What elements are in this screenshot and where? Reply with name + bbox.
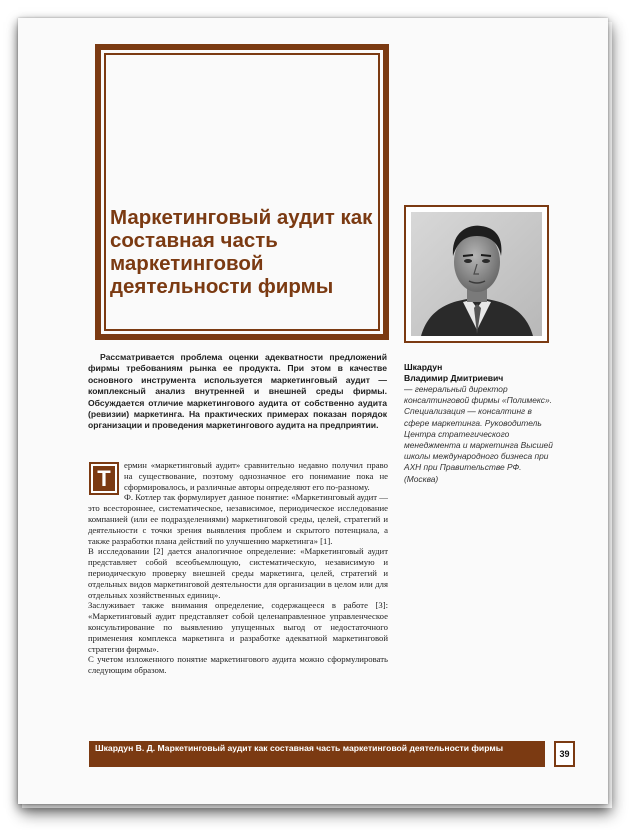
running-title: Шкардун В. Д. Маркетинговый аудит как составная часть маркетинговой деятельности фирмы (95, 743, 504, 753)
article-body (88, 460, 388, 676)
drop-cap-spacer (88, 460, 124, 494)
body-paragraph: С учетом изложенного понятие маркетингового аудита можно сформулировать следующим образом. (88, 654, 388, 676)
author-name (404, 362, 554, 384)
drop-cap-letter: Т (93, 466, 115, 491)
body-paragraph: Ф. Котлер так формулирует данное понятие: «Маркетинговый аудит — это всестороннее, систематическое, независимое, периодическое исследование компанией (или ее подразделениями) маркетинговой среды, целей, стратегий и деятельности с точки зрения выявления проблем и скрытого потенциала, а также разработки плана действий по улучшению маркетинга» [1]. (88, 492, 388, 546)
author-surname: Шкардун (404, 362, 443, 372)
article-abstract: Рассматривается проблема оценки адекватности предложений фирмы требованиям рынка ее продукта. При этом в качестве основного инструмента используется маркетинговый аудит — комплексный анализ внутренней и внешней среды фирмы. Обсуждается отличие маркетингового аудита от собственно аудита (ревизии) маркетинга. На практических примерах показан порядок организации и проведения маркетингового аудита на предприятии. (88, 352, 387, 431)
article-title: Маркетинговый аудит как составная часть маркетинговой деятельности фирмы (110, 206, 373, 298)
author-bio: — генеральный директор консалтинговой фирмы «Полимекс». Специализация — консалтинг в сфере маркетинга. Руководитель Центра стратегического менеджмента и маркетинга Высшей школы международного бизнеса при АХН при Правительстве РФ. (Москва) (404, 384, 553, 484)
body-paragraph: ермин «маркетинговый аудит» сравнительно недавно получил право на существование, поэтому однозначное его понимание пока не сформировалось, и различные авторы определяют его по-разному. (124, 460, 388, 492)
body-paragraph: В исследовании [2] дается аналогичное определение: «Маркетинговый аудит представляет собой всеобъемлющую, систематическую, независимую и периодическую проверку внешней среды маркетинга, целей, стратегий и отдельных видов маркетинговой деятельности для организации в целом или для отдельных хозяйственных единиц». (88, 546, 388, 600)
body-paragraph: Заслуживает также внимания определение, содержащееся в работе [3]: «Маркетинговый аудит представляет собой целенаправленное управленческое консультирование по выявлению упущенных выгод от недостаточного применения комплекса маркетинга и разработке адекватной маркетинговой стратегии фирмы». (88, 600, 388, 654)
page-number: 39 (554, 741, 575, 767)
running-footer (89, 741, 545, 767)
author-photo (411, 212, 542, 336)
author-photo-frame (404, 205, 549, 343)
author-given-names: Владимир Дмитриевич (404, 373, 504, 383)
